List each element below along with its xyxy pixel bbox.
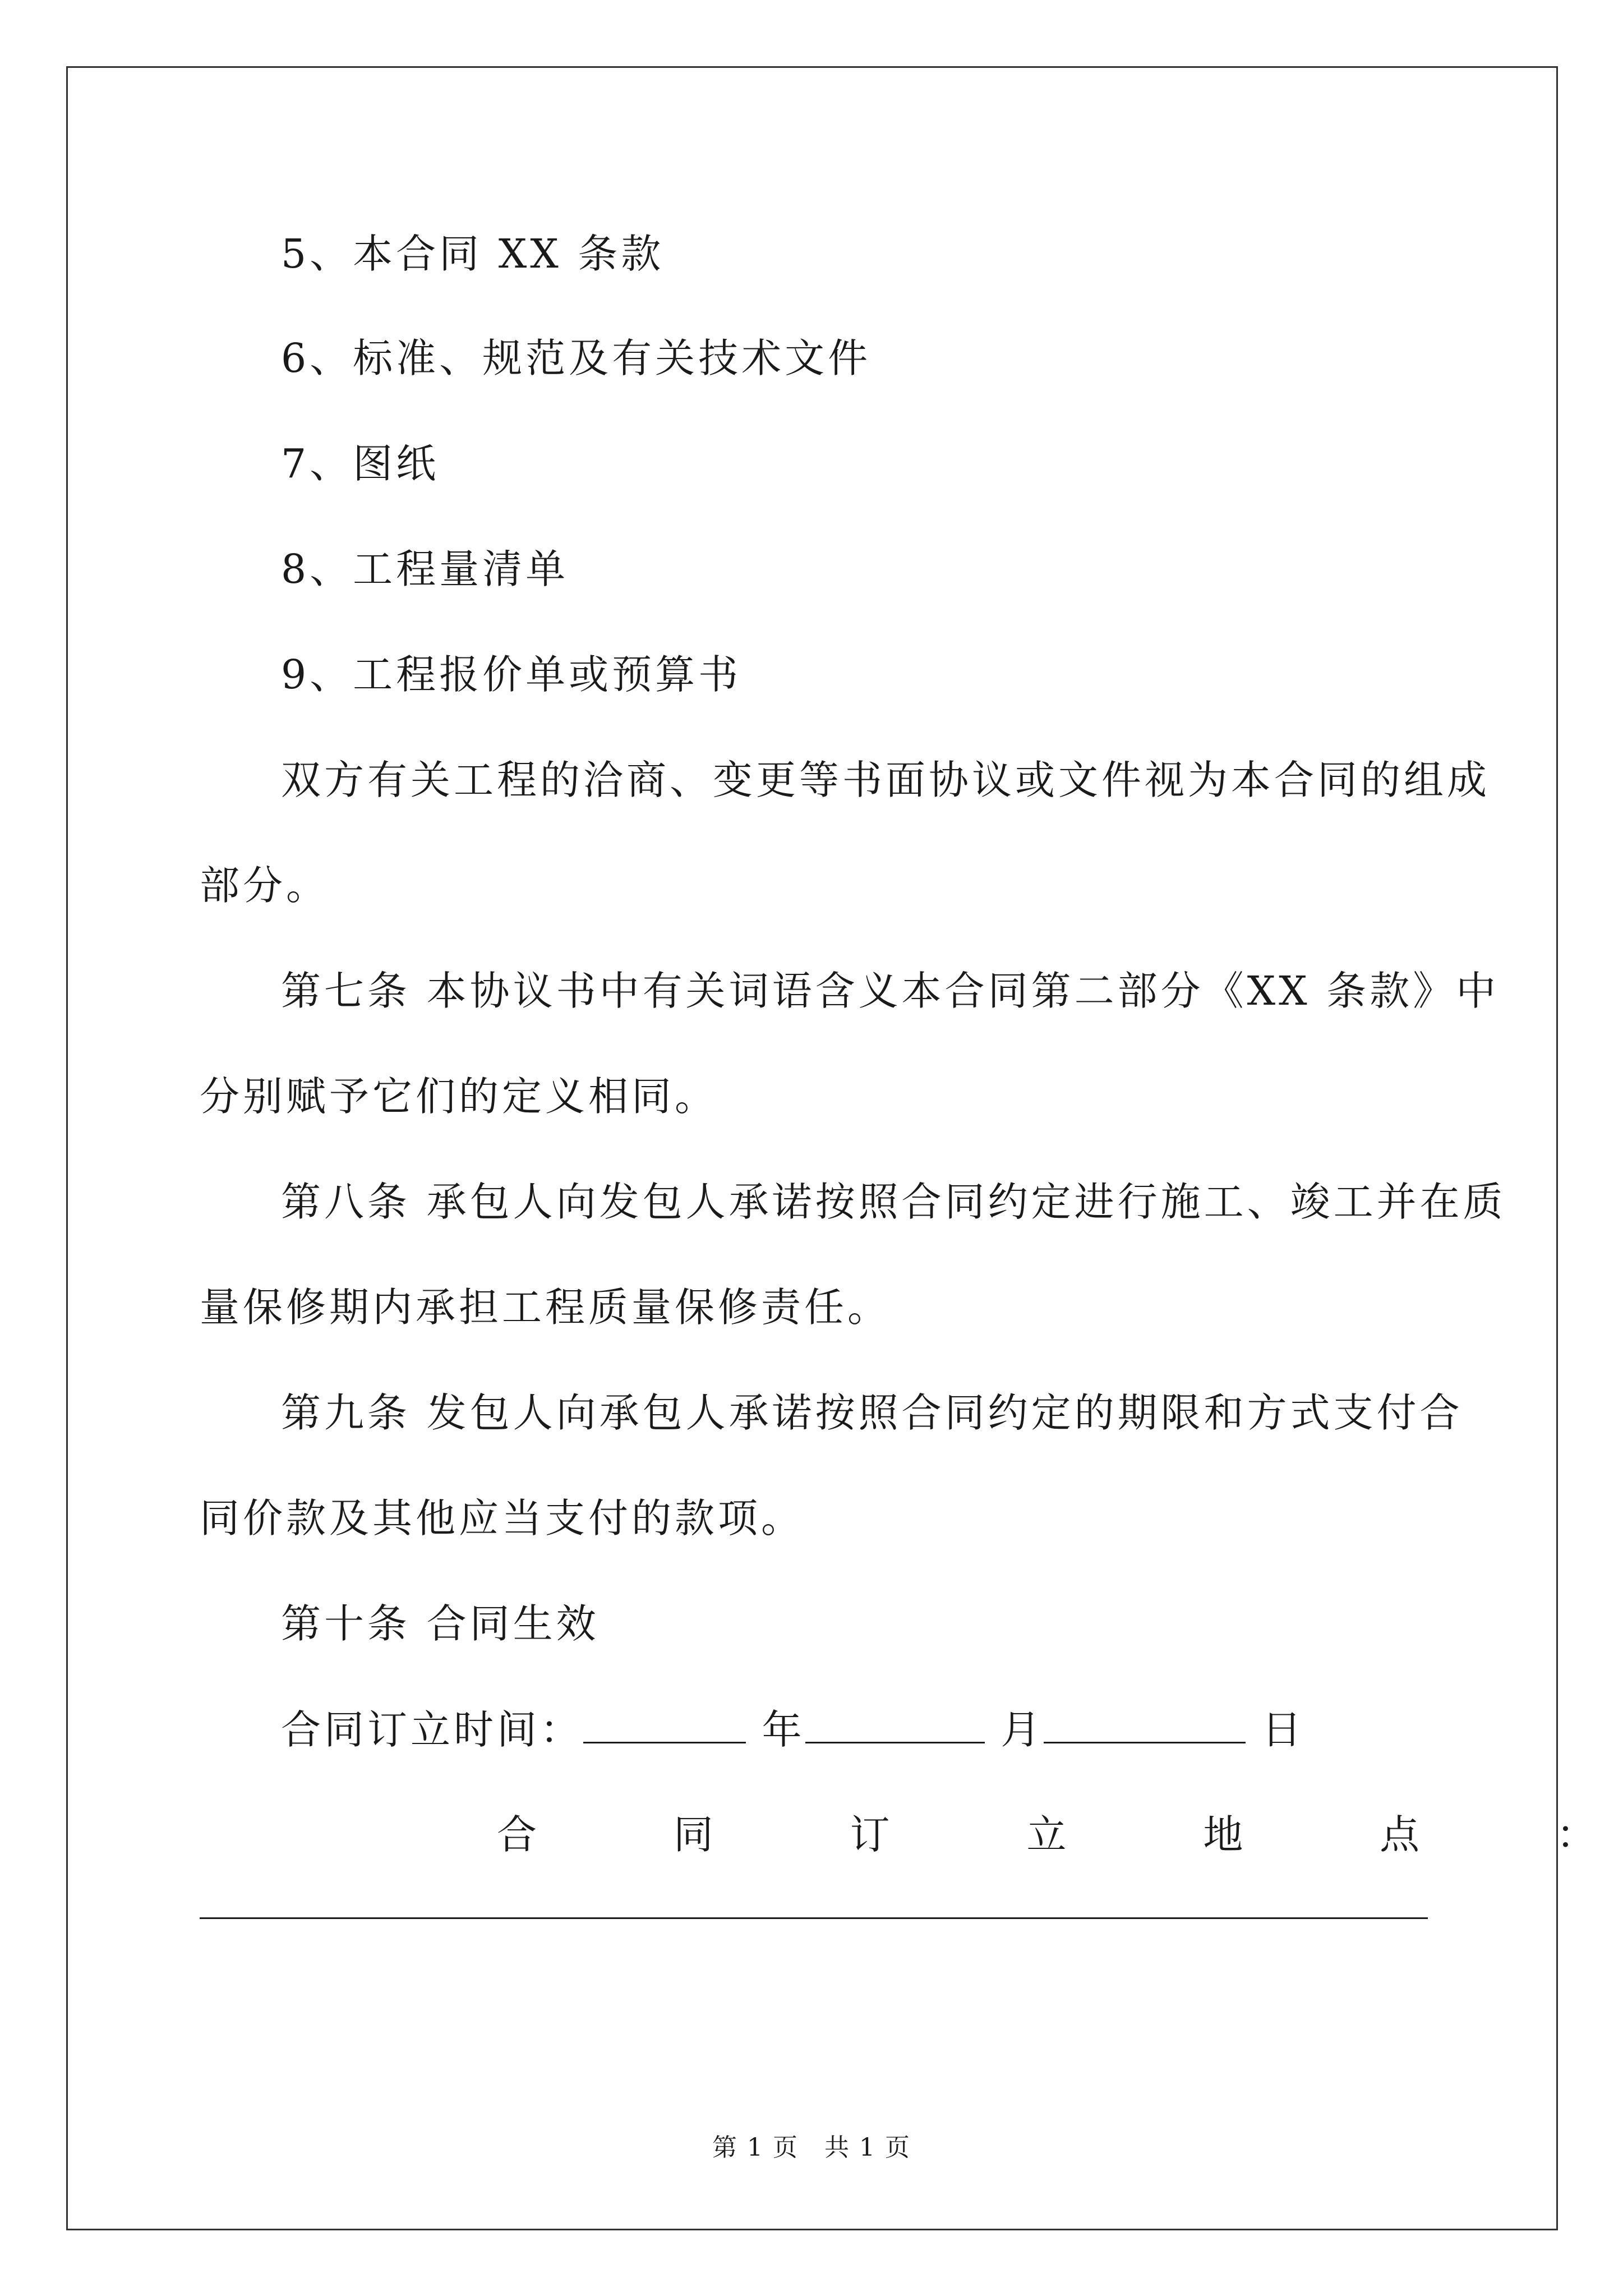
place-char: 订: [850, 1811, 890, 1858]
place-char: ：: [1556, 1811, 1596, 1858]
clause-9-line: 第九条 发包人向承包人承诺按照合同约定的期限和方式支付合: [281, 1389, 1463, 1436]
signing-date-label: 合同订立时间：: [281, 1706, 584, 1753]
clause-7-line: 分别赋予它们的定义相同。: [200, 1073, 718, 1120]
list-item-6: 6、标准、规范及有关技术文件: [281, 335, 872, 381]
page-border: [66, 66, 1558, 2230]
list-item-7: 7、图纸: [281, 440, 440, 487]
place-char: 地: [1203, 1811, 1243, 1858]
page-number: 第 1 页 共 1 页: [712, 2133, 911, 2162]
signing-date-row: [281, 1706, 1305, 1753]
list-item-9: 9、工程报价单或预算书: [281, 651, 742, 698]
clause-8-line: 第八条 承包人向发包人承诺按照合同约定进行施工、竣工并在质: [281, 1179, 1506, 1225]
clause-9-line: 同价款及其他应当支付的款项。: [200, 1495, 805, 1542]
clause-10-title: 第十条 合同生效: [281, 1600, 600, 1647]
place-char: 立: [1026, 1811, 1067, 1858]
month-blank: [805, 1709, 985, 1743]
day-label: 日: [1261, 1706, 1305, 1753]
day-blank: [1044, 1709, 1246, 1743]
clause-8-line: 量保修期内承担工程质量保修责任。: [200, 1284, 891, 1331]
place-char: 同: [673, 1811, 713, 1858]
paragraph-line: 双方有关工程的洽商、变更等书面协议或文件视为本合同的组成: [281, 757, 1491, 803]
place-char: 合: [497, 1811, 537, 1858]
paragraph-line: 部分。: [200, 862, 330, 909]
signing-place-row: [497, 1811, 1596, 1858]
list-item-8: 8、工程量清单: [281, 546, 569, 592]
clause-7-line: 第七条 本协议书中有关词语含义本合同第二部分《XX 条款》中: [281, 968, 1500, 1014]
year-label: 年: [762, 1706, 805, 1753]
year-blank: [583, 1709, 746, 1743]
place-char: 点: [1380, 1811, 1420, 1858]
list-item-5: 5、本合同 XX 条款: [281, 231, 665, 277]
signing-place-blank: [200, 1917, 1428, 1919]
month-label: 月: [1000, 1706, 1044, 1753]
